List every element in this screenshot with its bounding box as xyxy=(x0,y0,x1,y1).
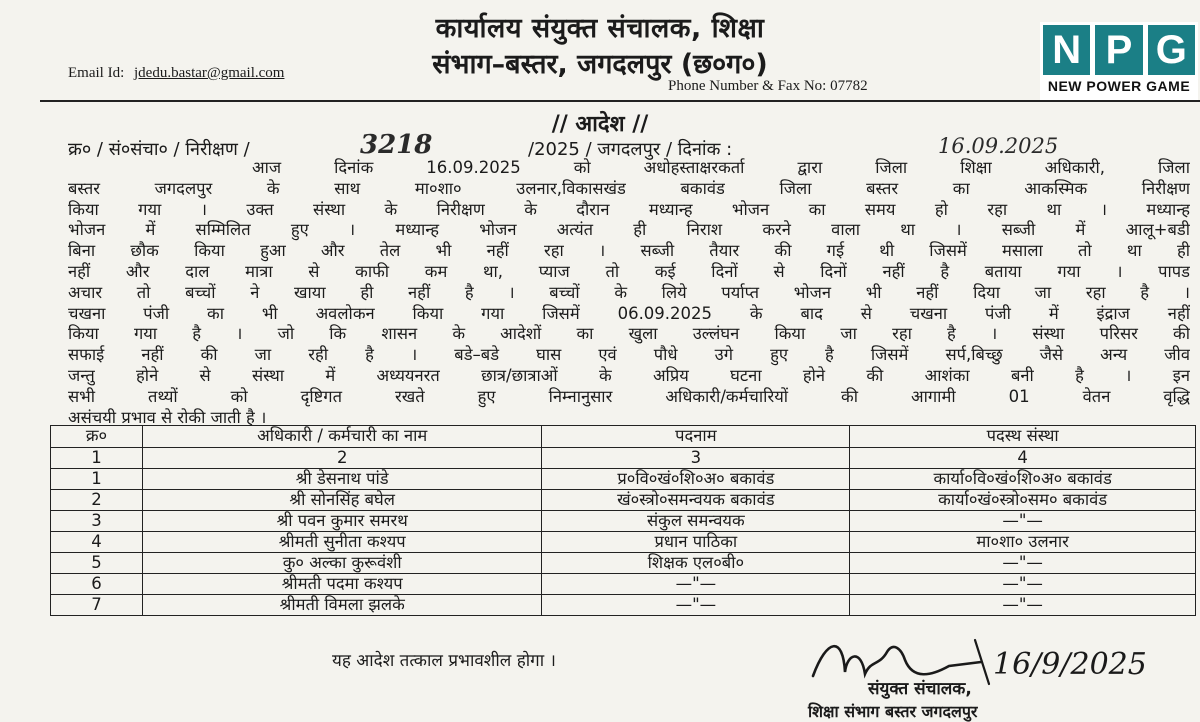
body-line: असंचयी प्रभाव से रोकी जाती है । xyxy=(68,407,267,427)
table-cell: प्रधान पाठिका xyxy=(542,532,850,553)
body-line: भोजन में सम्मिलित हुए । मध्यान्ह भोजन अत्यंत ही निराश करने वाला था । सब्जी में आलू+बडी xyxy=(68,220,1190,240)
table-cell: कार्या०खं०स्त्रो०सम० बकावंड xyxy=(850,490,1196,511)
table-cell: —"— xyxy=(542,595,850,616)
office-title: कार्यालय संयुक्त संचालक, शिक्षा xyxy=(435,13,765,44)
table-cell: श्रीमती विमला झलके xyxy=(142,595,542,616)
table-cell: 1 xyxy=(51,469,143,490)
body-line: नहीं और दाल मात्रा से काफी कम था, प्याज तो कई दिनों से दिनों नहीं है बताया गया । पापड xyxy=(68,261,1190,281)
table-cell: श्री डेसनाथ पांडे xyxy=(142,469,542,490)
signatory-office: शिक्षा संभाग बस्तर जगदलपुर xyxy=(808,702,978,721)
body-line: आज दिनांक 16.09.2025 को अधोहस्ताक्षरकर्ता द्वारा जिला शिक्षा अधिकारी, जिला xyxy=(252,158,1190,177)
table-cell: श्री सोनसिंह बघेल xyxy=(142,490,542,511)
logo-letter: G xyxy=(1148,25,1195,75)
column-number: 1 xyxy=(51,448,143,469)
body-line: किया गया । उक्त संस्था के निरीक्षण के दौरान मध्यान्ह भोजन का समय हो रहा था । मध्यान्ह xyxy=(68,199,1190,219)
body-line: चखना पंजी का भी अवलोकन किया गया जिसमें 06.09.2025 के बाद से चखना पंजी में इंद्राज नहीं xyxy=(68,303,1190,323)
table-row xyxy=(51,574,1196,595)
table-cell: प्र०वि०खं०शि०अ० बकावंड xyxy=(542,469,850,490)
reference-number: 3218 xyxy=(360,130,433,160)
logo-tagline: NEW POWER GAME xyxy=(1047,78,1191,94)
table-cell: श्रीमती पदमा कश्यप xyxy=(142,574,542,595)
column-number-row xyxy=(51,448,1196,469)
email-value: jdedu.bastar@gmail.com xyxy=(134,65,285,81)
body-line: बस्तर जगदलपुर के साथ मा०शा० उलनार,विकासखंड बकावंड जिला बस्तर का आकस्मिक निरीक्षण xyxy=(68,178,1190,198)
body-line: किया गया है । जो कि शासन के आदेशों का खुला उल्लंघन किया जा रहा है । संस्था परिसर की xyxy=(68,324,1190,344)
effect-note: यह आदेश तत्काल प्रभावशील होगा । xyxy=(332,651,556,671)
column-number: 3 xyxy=(542,448,850,469)
table-cell: संकुल समन्वयक xyxy=(542,511,850,532)
table-cell: —"— xyxy=(542,574,850,595)
table-cell: —"— xyxy=(850,595,1196,616)
table-cell: श्रीमती सुनीता कश्यप xyxy=(142,532,542,553)
order-date: 16.09.2025 xyxy=(938,134,1059,158)
table-cell: खं०स्त्रो०समन्वयक बकावंड xyxy=(542,490,850,511)
table-cell: शिक्षक एल०बी० xyxy=(542,553,850,574)
table-cell: 3 xyxy=(51,511,143,532)
table-cell: श्री पवन कुमार समरथ xyxy=(142,511,542,532)
reference-prefix: क्र० / सं०संचा० / निरीक्षण / xyxy=(68,139,250,160)
table-row xyxy=(51,469,1196,490)
email-row xyxy=(68,65,284,82)
table-row xyxy=(51,553,1196,574)
header-divider xyxy=(40,100,1200,102)
body-line: सभी तथ्यों को दृष्टिगत रखते हुए निम्नानुसार अधिकारी/कर्मचारियों की आगामी 01 वेतन वृद्धि xyxy=(68,386,1190,406)
table-row xyxy=(51,511,1196,532)
order-body xyxy=(68,158,1190,428)
logo-letter: P xyxy=(1095,25,1142,75)
table-cell: 4 xyxy=(51,532,143,553)
reference-suffix: /2025 / जगदलपुर / दिनांक : xyxy=(528,139,733,160)
column-header: पदस्थ संस्था xyxy=(850,426,1196,448)
table-cell: 5 xyxy=(51,553,143,574)
table-row xyxy=(51,595,1196,616)
table-cell: 2 xyxy=(51,490,143,511)
table-cell: मा०शा० उलनार xyxy=(850,532,1196,553)
signature-date: 16/9/2025 xyxy=(993,647,1147,682)
column-header: अधिकारी / कर्मचारी का नाम xyxy=(142,426,542,448)
body-line: बिना छौक किया हुआ और तेल भी नहीं रहा । सब्जी तैयार की गई थी जिसमें मसाला तो था ही xyxy=(68,241,1190,261)
column-number: 4 xyxy=(850,448,1196,469)
table-row xyxy=(51,532,1196,553)
table-cell: —"— xyxy=(850,511,1196,532)
body-line: जन्तु होने से संस्था में अध्ययनरत छात्र/छात्राओं के अप्रिय घटना होने की आशंका बनी है । इन xyxy=(68,365,1190,385)
column-header: पदनाम xyxy=(542,426,850,448)
body-line: सफाई नहीं की जा रही है । बडे–बडे घास एवं पौधे उगे हुए है जिसमें सर्प,बिच्छु जैसे अन्य जीव xyxy=(68,345,1190,365)
signatory-title: संयुक्त संचालक, xyxy=(868,679,972,699)
logo-letter: N xyxy=(1043,25,1090,75)
table-cell: —"— xyxy=(850,553,1196,574)
signature xyxy=(805,630,1165,690)
table-cell: 7 xyxy=(51,595,143,616)
staff-rows xyxy=(51,469,1196,616)
table-row xyxy=(51,490,1196,511)
order-title: // आदेश // xyxy=(551,112,649,137)
table-cell: कार्या०वि०खं०शि०अ० बकावंड xyxy=(850,469,1196,490)
logo-letters xyxy=(1040,22,1198,75)
email-label: Email Id: xyxy=(68,65,125,81)
phone-fax: Phone Number & Fax No: 07782 xyxy=(668,78,868,94)
body-line: अचार तो बच्चों ने खाया ही नहीं है । बच्चों के लिये पर्याप्त भोजन भी नहीं दिया जा रहा है । xyxy=(68,282,1190,302)
npg-logo xyxy=(1040,22,1198,100)
column-number: 2 xyxy=(142,448,542,469)
table-header-row xyxy=(51,426,1196,448)
office-subtitle: संभाग–बस्तर, जगदलपुर (छ०ग०) xyxy=(432,49,768,80)
table-cell: कु० अल्का कुरूवंशी xyxy=(142,553,542,574)
column-header: क्र० xyxy=(51,426,143,448)
staff-table xyxy=(50,425,1196,616)
table-cell: 6 xyxy=(51,574,143,595)
table-cell: —"— xyxy=(850,574,1196,595)
